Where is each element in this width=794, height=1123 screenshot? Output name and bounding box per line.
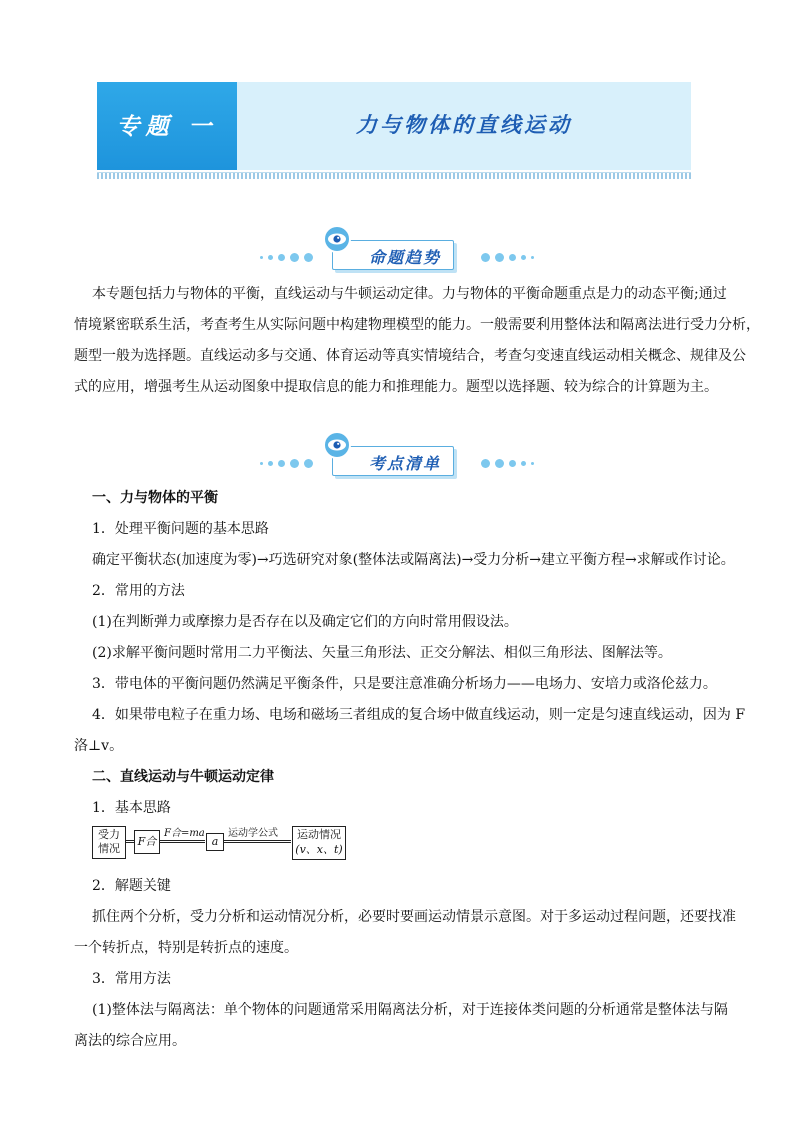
topic-title-block	[237, 82, 691, 170]
part2-heading: 二、直线运动与牛顿运动定律	[92, 769, 274, 785]
decorative-dots-left	[260, 459, 313, 468]
flow-box-motion-line1: 运动情况	[297, 828, 341, 841]
banner-underline	[97, 172, 691, 179]
flow-box-force-line1: 受力	[98, 828, 120, 841]
section-header-checklist	[240, 428, 554, 480]
flow-arrow	[125, 840, 134, 843]
intro-line-1: 本专题包括力与物体的平衡，直线运动与牛顿运动定律。力与物体的平衡命题重点是力的动态平衡;通过	[92, 286, 727, 302]
flow-label-newton: F合=ma	[164, 828, 205, 839]
part1-item1-title: 1．处理平衡问题的基本思路	[92, 521, 269, 537]
part1-item4-line2: 洛⊥v。	[74, 738, 124, 754]
flow-arrow	[159, 840, 205, 843]
part2-item3-line2: 离法的综合应用。	[74, 1033, 186, 1049]
part1-item2-title: 2．常用的方法	[92, 583, 185, 599]
flow-box-force	[92, 826, 126, 859]
flow-box-acceleration: a	[206, 833, 224, 851]
flow-label-kinematics: 运动学公式	[228, 828, 278, 839]
intro-line-3: 题型一般为选择题。直线运动多与交通、体育运动等真实情境结合，考查匀变速直线运动相关概念、规律及公	[74, 348, 746, 364]
decorative-dots-right	[481, 253, 534, 262]
decorative-dots-right	[481, 459, 534, 468]
section-header-trend	[240, 222, 554, 274]
part1-item2-a: (1)在判断弹力或摩擦力是否存在以及确定它们的方向时常用假设法。	[92, 614, 518, 630]
part2-item2-title: 2．解题关键	[92, 878, 171, 894]
part2-item3-line1: (1)整体法与隔离法：单个物体的问题通常采用隔离法分析，对于连接体类问题的分析通常是整体法与隔	[92, 1002, 728, 1018]
part2-item1-title: 1．基本思路	[92, 800, 171, 816]
flow-arrow	[223, 840, 291, 843]
part2-item2-line2: 一个转折点，特别是转折点的速度。	[74, 940, 298, 956]
topic-number-block	[97, 82, 237, 170]
part2-item3-title: 3．常用方法	[92, 971, 171, 987]
topic-title: 力与物体的直线运动	[356, 113, 572, 137]
section-badge-label: 命题趋势	[368, 248, 441, 267]
topic-number: 专题 一	[116, 114, 218, 140]
decorative-dots-left	[260, 253, 313, 262]
topic-banner	[97, 82, 691, 170]
eye-icon	[322, 430, 352, 460]
part2-item2-line1: 抓住两个分析，受力分析和运动情况分析，必要时要画运动情景示意图。对于多运动过程问题，还要找准	[92, 909, 736, 925]
section-badge-label: 考点清单	[368, 454, 441, 473]
part1-item1-body: 确定平衡状态(加速度为零)→巧选研究对象(整体法或隔离法)→受力分析→建立平衡方程→求解或作讨论。	[92, 552, 735, 568]
flow-box-motion-line2: (v、x、t)	[295, 843, 343, 856]
flow-box-net-force: F合	[134, 830, 160, 854]
part1-heading: 一、力与物体的平衡	[92, 490, 218, 506]
flow-diagram	[92, 826, 352, 860]
part1-item2-b: (2)求解平衡问题时常用二力平衡法、矢量三角形法、正交分解法、相似三角形法、图解法等。	[92, 645, 672, 661]
flow-box-force-line2: 情况	[98, 842, 120, 855]
part1-item3: 3．带电体的平衡问题仍然满足平衡条件，只是要注意准确分析场力——电场力、安培力或洛伦兹力。	[92, 676, 717, 692]
intro-line-4: 式的应用，增强考生从运动图象中提取信息的能力和推理能力。题型以选择题、较为综合的计算题为主。	[74, 379, 718, 395]
part1-item4-line1: 4．如果带电粒子在重力场、电场和磁场三者组成的复合场中做直线运动，则一定是匀速直线运动，因为 F	[92, 707, 746, 723]
intro-line-2: 情境紧密联系生活，考查考生从实际问题中构建物理模型的能力。一般需要利用整体法和隔离法进行受力分析，	[74, 317, 760, 333]
flow-box-motion	[292, 826, 346, 860]
eye-icon	[322, 224, 352, 254]
